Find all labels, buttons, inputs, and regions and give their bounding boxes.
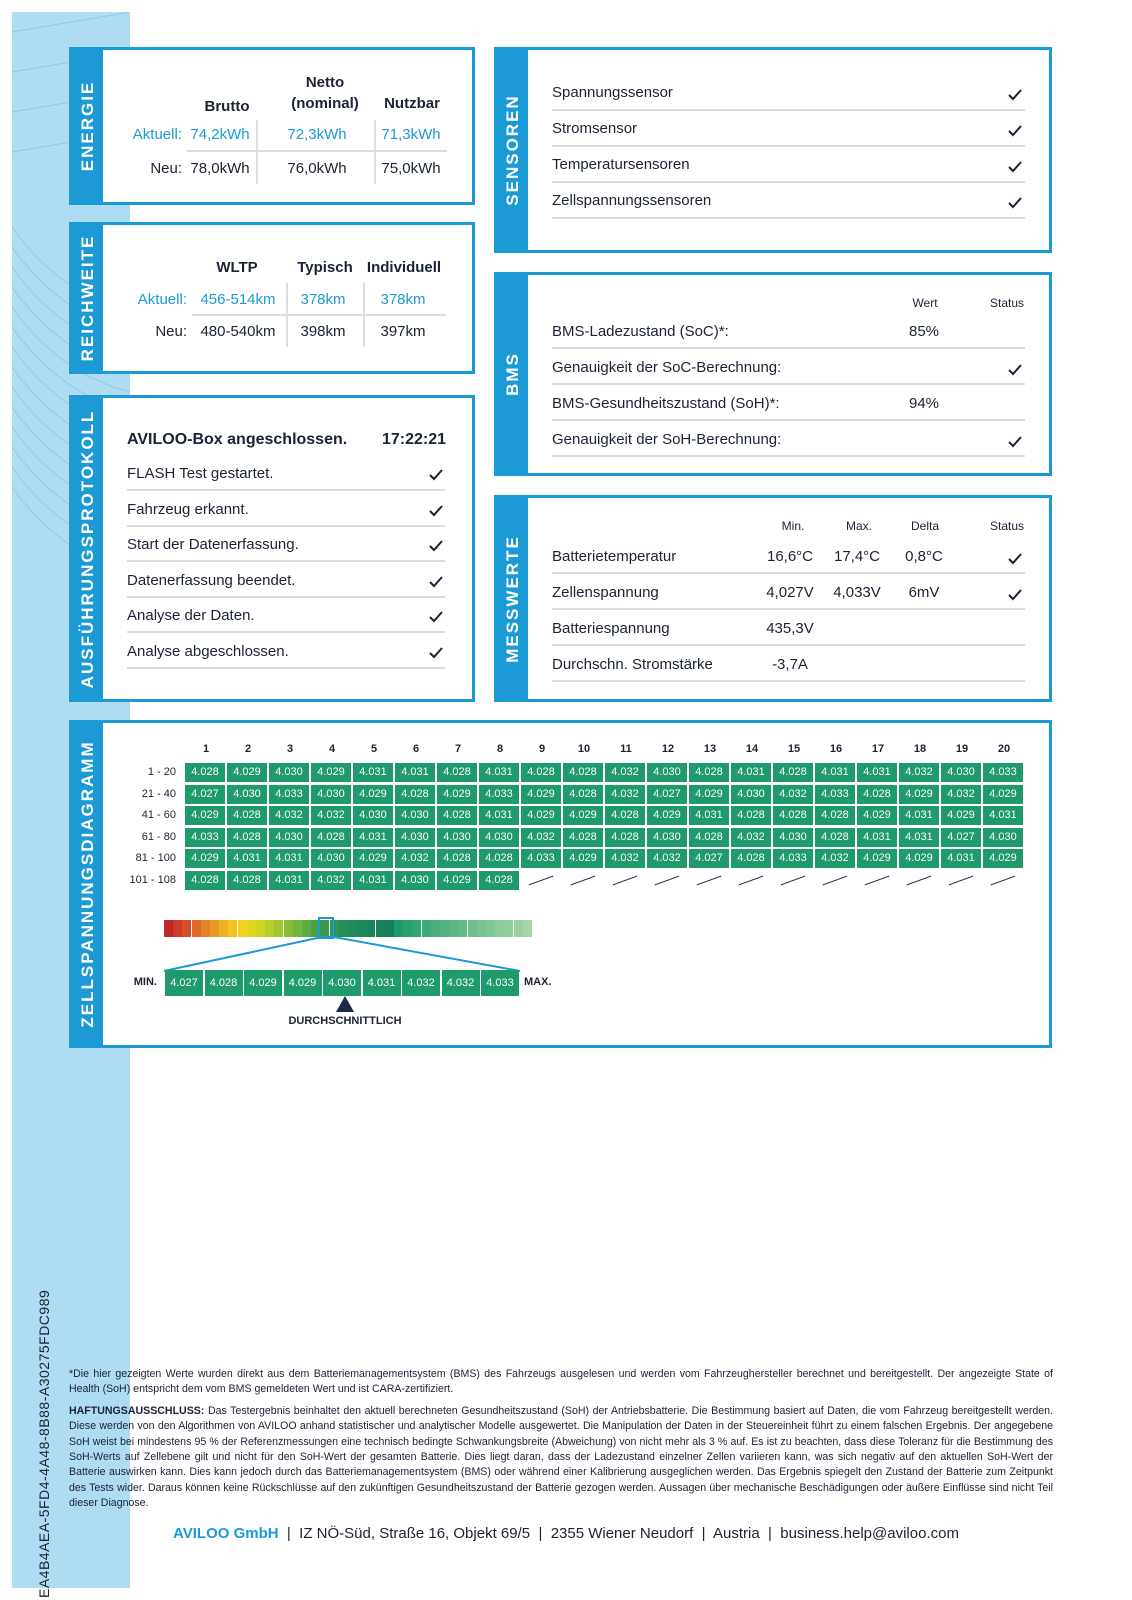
cell-voltage: 4.028 (731, 849, 771, 868)
check-icon (1007, 435, 1023, 449)
cell-voltage: 4.033 (479, 785, 519, 804)
mess-row-min: -3,7A (772, 656, 808, 673)
cell-voltage: 4.029 (983, 785, 1023, 804)
cell-voltage: 4.030 (227, 785, 267, 804)
legend-cell: 4.029 (244, 970, 282, 996)
cell-voltage: 4.029 (563, 806, 603, 825)
empty-cell-dash (781, 875, 806, 885)
check-icon (428, 646, 444, 660)
reichweite-neu-label: Neu: (155, 323, 187, 340)
legend-cell: 4.030 (323, 970, 361, 996)
cell-voltage: 4.028 (815, 828, 855, 847)
cell-voltage: 4.028 (773, 806, 813, 825)
cell-voltage: 4.030 (311, 785, 351, 804)
grid-row-label: 21 - 40 (141, 787, 176, 800)
footer-company: AVILOO GmbH (173, 1525, 279, 1542)
energie-neu-label: Neu: (150, 160, 182, 177)
mess-row-min: 4,027V (766, 584, 814, 601)
cell-voltage: 4.027 (185, 785, 225, 804)
protokoll-heading: AVILOO-Box angeschlossen. (127, 431, 348, 448)
cell-voltage: 4.029 (857, 806, 897, 825)
grid-column-header: 3 (286, 743, 294, 755)
zoom-connector (162, 933, 532, 973)
cell-voltage: 4.028 (815, 806, 855, 825)
protokoll-step: Datenerfassung beendet. (127, 571, 296, 589)
grid-column-header: 20 (997, 743, 1011, 755)
energie-aktuell-netto: 72,3kWh (287, 126, 347, 143)
reichweite-neu-wltp: 480-540km (200, 323, 276, 340)
energie-aktuell-label: Aktuell: (132, 126, 182, 143)
grid-column-header: 16 (829, 743, 843, 755)
grid-column-header: 12 (661, 743, 675, 755)
check-icon (428, 504, 444, 518)
cell-voltage: 4.028 (227, 871, 267, 890)
grid-column-header: 4 (328, 743, 336, 755)
bms-row-name: BMS-Gesundheitszustand (SoH)*: (552, 395, 780, 412)
mess-col-delta: Delta (910, 519, 939, 533)
mess-row-delta: 0,8°C (905, 548, 943, 565)
cell-voltage: 4.029 (647, 806, 687, 825)
legend-cell: 4.031 (363, 970, 401, 996)
grid-column-header: 1 (202, 743, 210, 755)
cell-voltage: 4.031 (269, 871, 309, 890)
cell-voltage: 4.029 (689, 785, 729, 804)
cell-voltage: 4.032 (521, 828, 561, 847)
cell-voltage: 4.033 (773, 849, 813, 868)
check-icon (1007, 88, 1023, 102)
reichweite-neu-individuell: 397km (380, 323, 426, 340)
cell-voltage: 4.029 (185, 806, 225, 825)
mess-row-max: 4,033V (833, 584, 881, 601)
check-icon (428, 468, 444, 482)
check-icon (1007, 588, 1023, 602)
legend-max-label: MAX. (524, 976, 552, 988)
cell-voltage: 4.033 (185, 828, 225, 847)
cell-voltage: 4.030 (731, 785, 771, 804)
cell-voltage: 4.028 (773, 763, 813, 782)
cell-voltage: 4.029 (185, 849, 225, 868)
divider (552, 572, 1025, 574)
cell-voltage: 4.028 (731, 806, 771, 825)
zoom-marker (318, 917, 334, 939)
divider (552, 347, 1025, 349)
divider (127, 667, 445, 669)
divider (552, 680, 1025, 682)
col-netto-nominal: (nominal) (291, 95, 359, 112)
messwerte-panel (494, 495, 1052, 702)
sensoren-panel (494, 47, 1052, 253)
cell-voltage: 4.029 (899, 785, 939, 804)
grid-column-header: 19 (955, 743, 969, 755)
cell-voltage: 4.028 (227, 828, 267, 847)
legend-cell: 4.028 (205, 970, 243, 996)
grid-column-header: 5 (370, 743, 378, 755)
sensor-item: Zellspannungssensoren (552, 192, 712, 209)
document-id: EA4B4AEA-5FD4-4A48-8B88-A30275FDC989 (36, 1289, 52, 1598)
cell-voltage: 4.030 (647, 763, 687, 782)
col-nutzbar: Nutzbar (384, 95, 440, 112)
grid-row-label: 41 - 60 (141, 809, 176, 821)
col-individuell: Individuell (366, 259, 442, 276)
reichweite-aktuell-label: Aktuell: (137, 291, 187, 308)
protokoll-step: Fahrzeug erkannt. (127, 500, 249, 518)
cell-voltage: 4.029 (899, 849, 939, 868)
cell-voltage: 4.032 (605, 849, 645, 868)
grid-column-header: 7 (454, 743, 462, 755)
bms-panel (494, 272, 1052, 476)
empty-cell-dash (823, 875, 848, 885)
protokoll-time: 17:22:21 (381, 431, 446, 448)
reichweite-aktuell-individuell: 378km (380, 291, 426, 308)
cell-voltage: 4.028 (605, 828, 645, 847)
divider (127, 489, 445, 491)
cell-voltage: 4.028 (395, 785, 435, 804)
col-wltp: WLTP (216, 259, 258, 276)
cell-voltage: 4.032 (269, 806, 309, 825)
cell-voltage: 4.028 (311, 828, 351, 847)
divider (552, 109, 1025, 111)
cell-voltage: 4.032 (311, 806, 351, 825)
grid-row-label: 101 - 108 (129, 873, 176, 886)
bms-col-status: Status (989, 296, 1025, 310)
protokoll-step: FLASH Test gestartet. (127, 465, 274, 482)
grid-column-header: 8 (496, 743, 504, 755)
cell-voltage: 4.030 (941, 763, 981, 782)
mess-row-name: Batteriespannung (552, 620, 670, 637)
cell-voltage: 4.031 (227, 849, 267, 868)
cell-voltage: 4.028 (437, 763, 477, 782)
cell-voltage: 4.030 (437, 828, 477, 847)
cell-voltage: 4.031 (353, 871, 393, 890)
sensor-item: Spannungssensor (552, 84, 673, 101)
footer-email[interactable]: business.help@aviloo.com (780, 1525, 959, 1542)
cell-voltage: 4.029 (521, 806, 561, 825)
cell-voltage: 4.029 (521, 785, 561, 804)
grid-column-header: 9 (538, 743, 546, 755)
footer-country: Austria (713, 1525, 760, 1542)
mess-row-name: Zellenspannung (552, 584, 659, 601)
protokoll-step: Analyse der Daten. (127, 607, 255, 625)
energie-neu-nutzbar: 75,0kWh (381, 160, 441, 177)
check-icon (428, 539, 444, 553)
check-icon (428, 610, 444, 624)
cell-voltage: 4.033 (269, 785, 309, 804)
mess-row-max: 17,4°C (833, 548, 881, 565)
bms-row-value: 94% (908, 395, 940, 412)
cell-voltage: 4.031 (941, 849, 981, 868)
cell-voltage: 4.027 (689, 849, 729, 868)
divider (127, 596, 445, 598)
protokoll-panel (69, 395, 475, 702)
protokoll-label: AUSFÜHRUNGSPROTOKOLL (72, 398, 103, 699)
empty-cell-dash (865, 875, 890, 885)
legend-cell: 4.033 (481, 970, 519, 996)
col-brutto: Brutto (204, 98, 250, 115)
average-marker-icon (336, 996, 354, 1012)
cell-voltage: 4.028 (563, 828, 603, 847)
cell-voltage: 4.028 (689, 828, 729, 847)
empty-cell-dash (907, 875, 932, 885)
cell-voltage: 4.030 (395, 806, 435, 825)
cell-voltage: 4.032 (605, 763, 645, 782)
footer-address: IZ NÖ-Süd, Straße 16, Objekt 69/5 (299, 1525, 531, 1542)
legend-cell: 4.027 (165, 970, 203, 996)
cell-voltage: 4.032 (731, 828, 771, 847)
bms-row-name: Genauigkeit der SoH-Berechnung: (552, 431, 782, 448)
cell-voltage: 4.029 (437, 785, 477, 804)
cell-voltage: 4.029 (353, 785, 393, 804)
energie-neu-brutto: 78,0kWh (190, 160, 250, 177)
energie-neu-netto: 76,0kWh (287, 160, 347, 177)
divider (127, 560, 445, 562)
grid-column-header: 11 (620, 743, 632, 755)
cell-voltage: 4.029 (311, 763, 351, 782)
divider (552, 383, 1025, 385)
mess-col-max: Max. (845, 519, 872, 533)
bms-row-name: BMS-Ladezustand (SoC)*: (552, 323, 729, 340)
protokoll-step: Start der Datenerfassung. (127, 536, 299, 554)
divider (552, 181, 1025, 183)
cell-voltage: 4.030 (647, 828, 687, 847)
empty-cell-dash (739, 875, 764, 885)
footer: AVILOO GmbH | IZ NÖ-Süd, Straße 16, Objekt 69/5 | 2355 Wiener Neudorf | Austria | business.help@aviloo.com (173, 1525, 959, 1542)
cell-voltage: 4.028 (479, 849, 519, 868)
divider (552, 217, 1025, 219)
cell-voltage: 4.029 (437, 871, 477, 890)
cell-voltage: 4.031 (479, 763, 519, 782)
mess-row-name: Batterietemperatur (552, 548, 677, 565)
cell-voltage: 4.031 (857, 828, 897, 847)
divider (552, 608, 1025, 610)
cell-voltage: 4.032 (311, 871, 351, 890)
cell-voltage: 4.028 (437, 849, 477, 868)
empty-cell-dash (991, 875, 1016, 885)
cell-voltage: 4.031 (269, 849, 309, 868)
check-icon (428, 575, 444, 589)
cell-voltage: 4.029 (983, 849, 1023, 868)
cell-voltage: 4.029 (353, 849, 393, 868)
legend-cell: 4.029 (284, 970, 322, 996)
empty-cell-dash (949, 875, 974, 885)
cell-voltage: 4.031 (899, 806, 939, 825)
empty-cell-dash (613, 875, 638, 885)
cell-voltage: 4.031 (353, 763, 393, 782)
mess-row-delta: 6mV (908, 584, 940, 601)
cell-voltage: 4.028 (689, 763, 729, 782)
reichweite-aktuell-wltp: 456-514km (200, 291, 276, 308)
messwerte-label: MESSWERTE (497, 498, 528, 699)
bms-col-wert: Wert (912, 296, 938, 310)
cell-voltage: 4.032 (941, 785, 981, 804)
divider (552, 644, 1025, 646)
cell-voltage: 4.031 (983, 806, 1023, 825)
legend-average-label: DURCHSCHNITTLICH (288, 1015, 402, 1027)
mess-col-min: Min. (781, 519, 805, 533)
cell-voltage: 4.028 (437, 806, 477, 825)
cell-voltage: 4.030 (983, 828, 1023, 847)
cell-voltage: 4.027 (647, 785, 687, 804)
energie-aktuell-nutzbar: 71,3kWh (381, 126, 441, 143)
cell-voltage: 4.030 (353, 806, 393, 825)
cell-voltage: 4.031 (479, 806, 519, 825)
cell-voltage: 4.029 (563, 849, 603, 868)
reichweite-panel (69, 222, 475, 374)
grid-column-header: 13 (703, 743, 717, 755)
col-typisch: Typisch (297, 259, 353, 276)
cell-voltage: 4.028 (479, 871, 519, 890)
divider (127, 631, 445, 633)
cell-voltage: 4.030 (311, 849, 351, 868)
disclaimer-liability (69, 1404, 1053, 1512)
bms-row-name: Genauigkeit der SoC-Berechnung: (552, 359, 782, 376)
legend-cell: 4.032 (442, 970, 480, 996)
cell-voltage: 4.028 (605, 806, 645, 825)
cell-voltage: 4.032 (899, 763, 939, 782)
grid-row-label: 81 - 100 (135, 852, 176, 864)
check-icon (1007, 552, 1023, 566)
cell-voltage: 4.028 (185, 871, 225, 890)
col-netto: Netto (305, 74, 345, 91)
legend-min-label: MIN. (133, 976, 157, 988)
cell-voltage: 4.028 (857, 785, 897, 804)
empty-cell-dash (655, 875, 680, 885)
cell-voltage: 4.032 (815, 849, 855, 868)
grid-column-header: 10 (577, 743, 591, 755)
sensoren-label: SENSOREN (497, 50, 528, 250)
energie-label: ENERGIE (72, 50, 103, 202)
cell-voltage: 4.031 (353, 828, 393, 847)
grid-column-header: 15 (787, 743, 801, 755)
check-icon (1007, 160, 1023, 174)
grid-column-header: 17 (871, 743, 885, 755)
sensor-item: Stromsensor (552, 120, 638, 137)
cell-voltage: 4.032 (773, 785, 813, 804)
cell-voltage: 4.031 (899, 828, 939, 847)
bms-row-value: 85% (908, 323, 940, 340)
cell-voltage: 4.033 (815, 785, 855, 804)
divider (552, 455, 1025, 457)
cell-voltage: 4.032 (647, 849, 687, 868)
mess-row-min: 435,3V (766, 620, 814, 637)
grid-column-header: 2 (244, 743, 252, 755)
disclaimer-soh-note: *Die hier gezeigten Werte wurden direkt aus dem Batteriemanagementsystem (BMS) des Fahrzeugs ausgelesen und werden vom Fahrzeughersteller berechnet und bereitgestellt. Der angezeigte State of Health (SoH) entspricht dem vom BMS gemeldeten Wert und ist CARA-zertifiziert. (69, 1368, 1053, 1396)
mess-row-min: 16,6°C (766, 548, 814, 565)
cell-voltage: 4.030 (269, 763, 309, 782)
cell-voltage: 4.031 (731, 763, 771, 782)
empty-cell-dash (529, 875, 554, 885)
cell-voltage: 4.028 (227, 806, 267, 825)
cell-voltage: 4.031 (857, 763, 897, 782)
mess-row-name: Durchschn. Stromstärke (552, 656, 713, 673)
bms-label: BMS (497, 275, 528, 473)
zell-panel (69, 720, 1052, 1048)
cell-voltage: 4.029 (227, 763, 267, 782)
divider (552, 419, 1025, 421)
cell-voltage: 4.032 (605, 785, 645, 804)
cell-voltage: 4.027 (941, 828, 981, 847)
cell-voltage: 4.028 (563, 763, 603, 782)
cell-voltage: 4.031 (689, 806, 729, 825)
grid-row-label: 1 - 20 (147, 766, 176, 778)
energie-panel (69, 47, 475, 205)
footer-city: 2355 Wiener Neudorf (550, 1525, 694, 1542)
grid-column-header: 6 (412, 743, 420, 755)
reichweite-aktuell-typisch: 378km (300, 291, 346, 308)
reichweite-neu-typisch: 398km (300, 323, 346, 340)
disclaimer-liability-title: HAFTUNGSAUSSCHLUSS: (69, 1404, 205, 1417)
grid-column-header: 14 (745, 743, 759, 755)
cell-voltage: 4.030 (395, 871, 435, 890)
check-icon (1007, 196, 1023, 210)
cell-voltage: 4.032 (395, 849, 435, 868)
disclaimer-liability-text: Das Testergebnis beinhaltet den aktuell berechneten Gesundheitszustand (SoH) der Antriebsbatterie. Die Bestimmung basiert auf Daten, die vom Fahrzeug bereitgestellt werden. Diese werden von den Algorithmen von AVILOO anhand statistischer und analytischer Modelle ausgewertet. Die Manipulation der Daten in der Steuereinheit führt zu einem falschen Ergebnis. Der angegebene SoH weist bei mindestens 95 % der Referenzmessungen eine technisch bedingte Schwankungsbreite (Abweichung) von nicht mehr als 3 % auf. Es ist zu beachten, dass diese Toleranz für die Bestimmung des SoH-Werts auf Zellebene gilt und nicht für den SoH-Wert der gesamten Batterie. Dies liegt daran, dass der Ladezustand einzelner Zellen variieren kann, was sich negativ auf den aktuellen SoH-Wert der Batterie auswirken kann. Dies kann jedoch durch das Batteriemanagementsystem (BMS) oder während einer Kalibrierung ausgeglichen werden. Das Ergebnis spiegelt den Zustand der Batterie zum Zeitpunkt des Tests wider. Daraus können keine Rückschlüsse auf den zukünftigen Gesundheitszustand der Batterie gezogen werden. Aussagen über mechanische Beschädigungen oder äußere Einflüsse sind nicht Teil dieser Diagnose. (69, 1404, 1053, 1510)
cell-voltage: 4.029 (941, 806, 981, 825)
grid-column-header: 18 (913, 743, 927, 755)
cell-voltage: 4.033 (983, 763, 1023, 782)
divider (127, 525, 445, 527)
cell-voltage: 4.028 (185, 763, 225, 782)
energie-aktuell-brutto: 74,2kWh (190, 126, 250, 143)
divider (552, 145, 1025, 147)
cell-voltage: 4.029 (857, 849, 897, 868)
cell-voltage: 4.033 (521, 849, 561, 868)
cell-voltage: 4.028 (563, 785, 603, 804)
zell-label: ZELLSPANNUNGSDIAGRAMM (72, 723, 103, 1045)
cell-voltage: 4.030 (395, 828, 435, 847)
check-icon (1007, 124, 1023, 138)
sensor-item: Temperatursensoren (552, 156, 690, 173)
legend-cell: 4.032 (402, 970, 440, 996)
cell-voltage: 4.031 (395, 763, 435, 782)
grid-row-label: 61 - 80 (141, 830, 176, 843)
mess-col-status: Status (989, 519, 1025, 533)
cell-voltage: 4.031 (815, 763, 855, 782)
cell-voltage: 4.028 (521, 763, 561, 782)
cell-voltage: 4.030 (773, 828, 813, 847)
disclaimer (69, 1367, 1053, 1518)
empty-cell-dash (697, 875, 722, 885)
check-icon (1007, 363, 1023, 377)
protokoll-step: Analyse abgeschlossen. (127, 643, 289, 660)
empty-cell-dash (571, 875, 596, 885)
cell-voltage: 4.030 (269, 828, 309, 847)
cell-voltage: 4.030 (479, 828, 519, 847)
reichweite-label: REICHWEITE (72, 225, 103, 371)
